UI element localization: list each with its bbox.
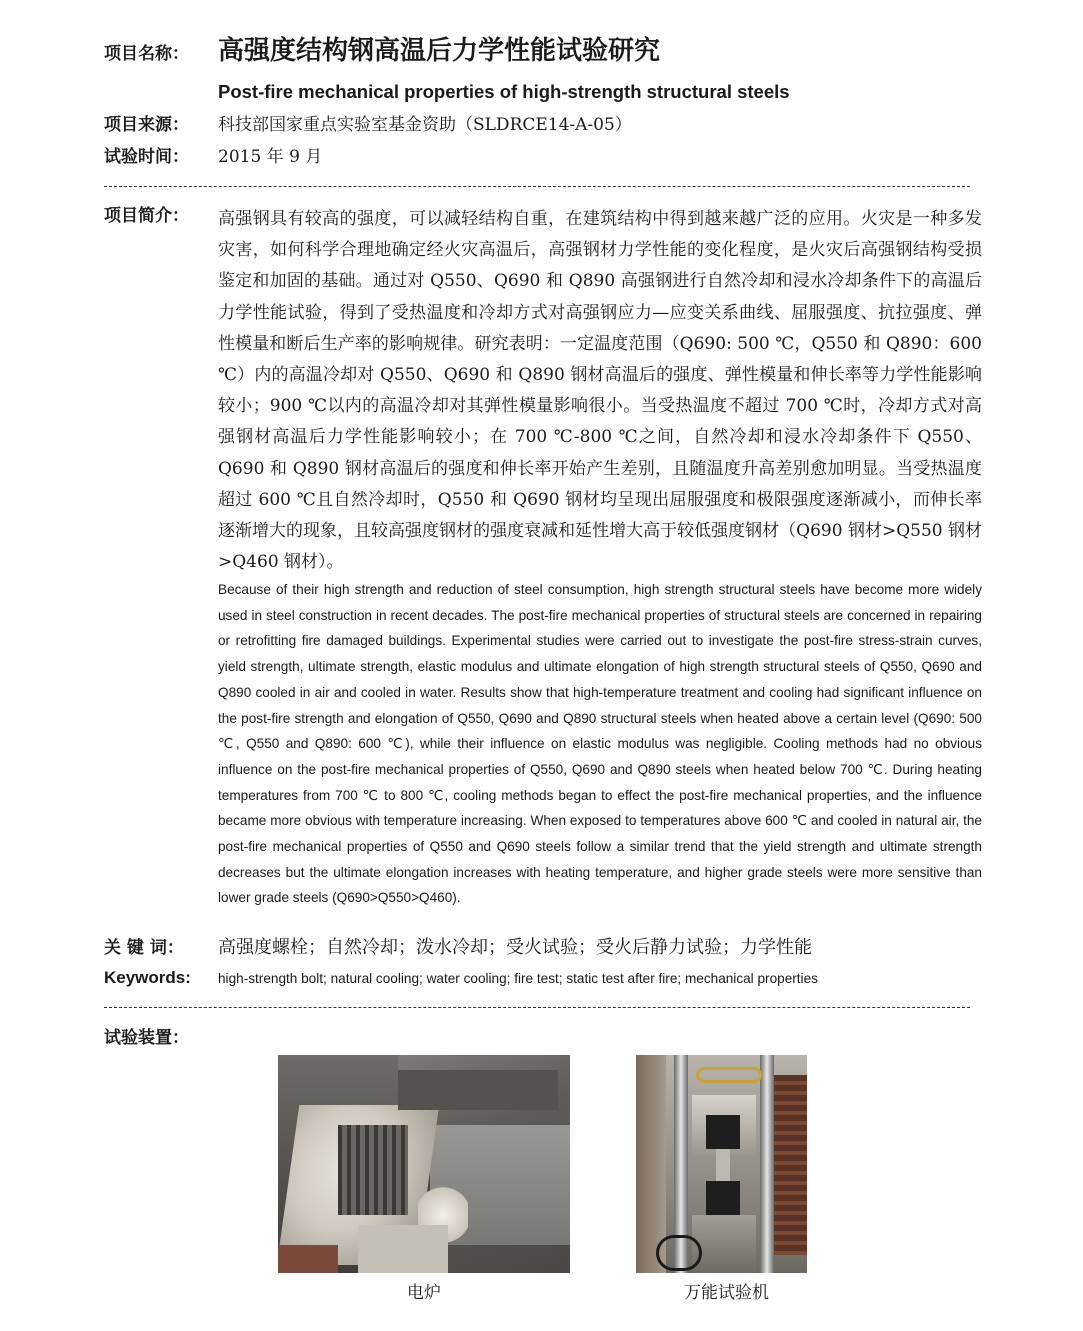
- source-value: 科技部国家重点实验室基金资助（SLDRCE14-A-05）: [218, 115, 632, 135]
- keywords-label-en: Keywords:: [104, 968, 191, 987]
- time-label: 试验时间：: [104, 147, 189, 167]
- keywords-value-en: high-strength bolt; natural cooling; water cooling; fire test; static test after fire; mechanical properties: [218, 971, 818, 986]
- electric-furnace-caption: 电炉: [407, 1283, 441, 1303]
- summary-label: 项目简介：: [104, 206, 189, 226]
- project-title-cn: 高强度结构钢高温后力学性能试验研究: [218, 36, 661, 66]
- project-title-en: Post-fire mechanical properties of high-strength structural steels: [218, 81, 790, 102]
- setup-label: 试验装置：: [104, 1028, 189, 1048]
- keywords-label-cn: 关 键 词：: [104, 938, 184, 958]
- time-value: 2015 年 9 月: [218, 147, 323, 167]
- keywords-value-cn: 高强度螺栓；自然冷却；泼水冷却；受火试验；受火后静力试验；力学性能: [218, 937, 812, 958]
- summary-text-en: Because of their high strength and reduction of steel consumption, high strength structural steels have become more widely used in steel construction in recent decades. The post-fire mechanical properties of structural steels are concerned in repairing or retrofitting fire damaged buildings. Experimental studies were carried out to investigate the post-fire stress-strain curves, yield strength, ultimate strength, elastic modulus and ultimate elongation of high strength structural steels of Q550, Q690 and Q890 cooled in air and cooled in water. Results show that high-temperature treatment and cooling had significant influence on the post-fire strength and elongation of Q550, Q690 and Q890 structural steels when heated above a certain level (Q690: 500 ℃, Q550 and Q890: 600 ℃), while their influence on elastic modulus was negligible. Cooling methods had no obvious influence on the post-fire mechanical properties of Q550, Q690 and Q890 steels when heated below 700 ℃. During heating temperatures from 700 ℃ to 800 ℃, cooling methods began to effect the post-fire mechanical properties, and the influence became more obvious with temperature increasing. When exposed to temperatures above 600 ℃ and cooled in natural air, the post-fire mechanical properties of Q550 and Q690 steels follow a similar trend that the yield strength and ultimate strength decreases but the ultimate elongation increases with heating temperature, and higher grade steels were more sensitive than lower grade steels (Q690>Q550>Q460).: [218, 582, 982, 906]
- electric-furnace-photo: [278, 1055, 570, 1273]
- divider: [104, 1007, 970, 1008]
- source-label: 项目来源：: [104, 115, 189, 135]
- divider: [104, 186, 970, 187]
- testing-machine-photo: [636, 1055, 807, 1273]
- project-name-label: 项目名称：: [104, 44, 189, 64]
- summary-text-cn: 高强钢具有较高的强度，可以减轻结构自重，在建筑结构中得到越来越广泛的应用。火灾是一种多发灾害，如何科学合理地确定经火灾高温后，高强钢材力学性能的变化程度，是火灾后高强钢结构受损鉴定和加固的基础。通过对 Q550、Q690 和 Q890 高强钢进行自然冷却和浸水冷却条件下的高温后力学性能试验，得到了受热温度和冷却方式对高强钢应力—应变关系曲线、屈服强度、抗拉强度、弹性模量和断后生产率的影响规律。研究表明：一定温度范围（Q690: 500 ℃，Q550 和 Q890：600 ℃）内的高温冷却对 Q550、Q690 和 Q890 钢材高温后的强度、弹性模量和伸长率等力学性能影响较小；900 ℃以内的高温冷却对其弹性模量影响很小。当受热温度不超过 700 ℃时，冷却方式对高强钢材高温后力学性能影响较小；在 700 ℃-800 ℃之间，自然冷却和浸水冷却条件下 Q550、Q690 和 Q890 钢材高温后的强度和伸长率开始产生差别，且随温度升高差别愈加明显。当受热温度超过 600 ℃且自然冷却时，Q550 和 Q690 钢材均呈现出屈服强度和极限强度逐渐减小，而伸长率逐渐增大的现象，且较高强度钢材的强度衰减和延性增大高于较低强度钢材（Q690 钢材>Q550 钢材>Q460 钢材）。: [218, 209, 982, 573]
- testing-machine-caption: 万能试验机: [684, 1283, 769, 1303]
